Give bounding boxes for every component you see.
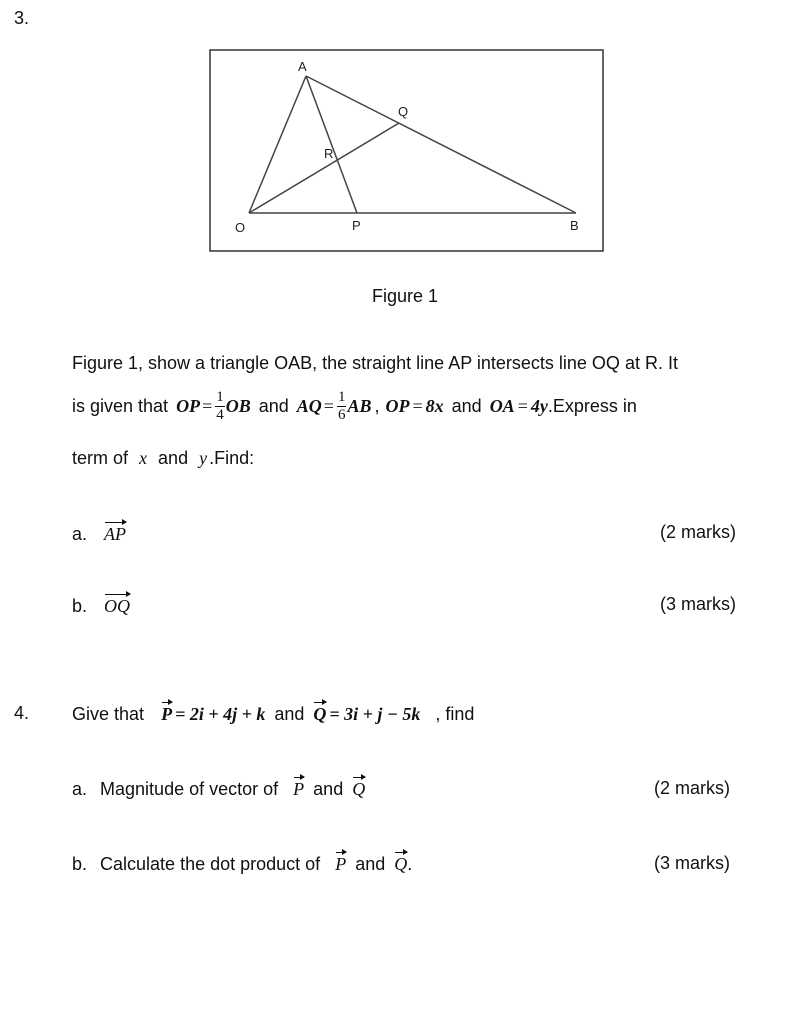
q4-statement: Give that P = 2i + 4j + k and Q = 3i + j − 5k , find [72,700,474,725]
op-label: OP [176,395,201,416]
q4-part-a-marks: (2 marks) [654,778,730,798]
q4-part-b: b. Calculate the dot product of P and Q. [72,850,412,875]
vector-q-ref: Q [352,775,365,800]
vector-ap: AP [104,520,126,545]
vector-p-ref-2: P [335,850,346,875]
label-a: A [298,59,307,74]
vector-p: P [161,700,172,725]
q3-line-3: term of x and y .Find: [72,448,255,468]
label-o: O [235,220,246,235]
var-y: y [199,448,208,468]
figure-caption: Figure 1 [372,286,439,306]
figure-frame [210,50,603,251]
line-oq [249,123,399,213]
ob-label: OB [225,395,251,416]
value-8x: 8x [425,395,444,416]
q3-line-1: Figure 1, show a triangle OAB, the straight line AP intersects line OQ at R. It [72,353,678,373]
value-4y: 4y [530,395,548,416]
p-expression: = 2i + 4j + k [175,704,266,724]
vector-q: Q [313,700,326,725]
oa-label: OA [489,395,515,416]
vector-q-ref-2: Q [394,850,407,875]
q-expression: = 3i + j − 5k [329,704,421,724]
label-q: Q [398,104,409,119]
triangle-oab [249,76,576,213]
q3-part-b: b. OQ [72,592,130,617]
q3-part-b-marks: (3 marks) [660,594,736,614]
figure-1-diagram [0,0,787,260]
q3-part-a: a. AP [72,520,126,545]
question-3-number: 3. [14,8,30,28]
q3-part-a-marks: (2 marks) [660,522,736,542]
label-p: P [352,218,361,233]
ab-label: AB [347,395,372,416]
var-x: x [139,448,148,468]
question-4-number: 4. [14,703,30,723]
q4-part-a: a. Magnitude of vector of P and Q [72,775,365,800]
label-r: R [324,146,334,161]
vector-oq: OQ [104,592,130,617]
aq-label: AQ [296,395,322,416]
vector-p-ref: P [293,775,304,800]
fraction-one-sixth: $\frac{1}{6}$ [337,388,346,423]
q4-part-b-marks: (3 marks) [654,853,730,873]
is-given-text: is given that [72,395,169,416]
fraction-one-quarter: $\frac{1}{4}$ [216,388,224,423]
op2-label: OP [385,395,410,416]
line-ap [306,76,357,213]
q3-line-2: is given that OP = $\frac{1}{4}$ OB and AQ = $\frac{1}{6}$ AB , OP = 8x and OA = 4y .Express in [72,388,637,423]
label-b: B [570,218,579,233]
